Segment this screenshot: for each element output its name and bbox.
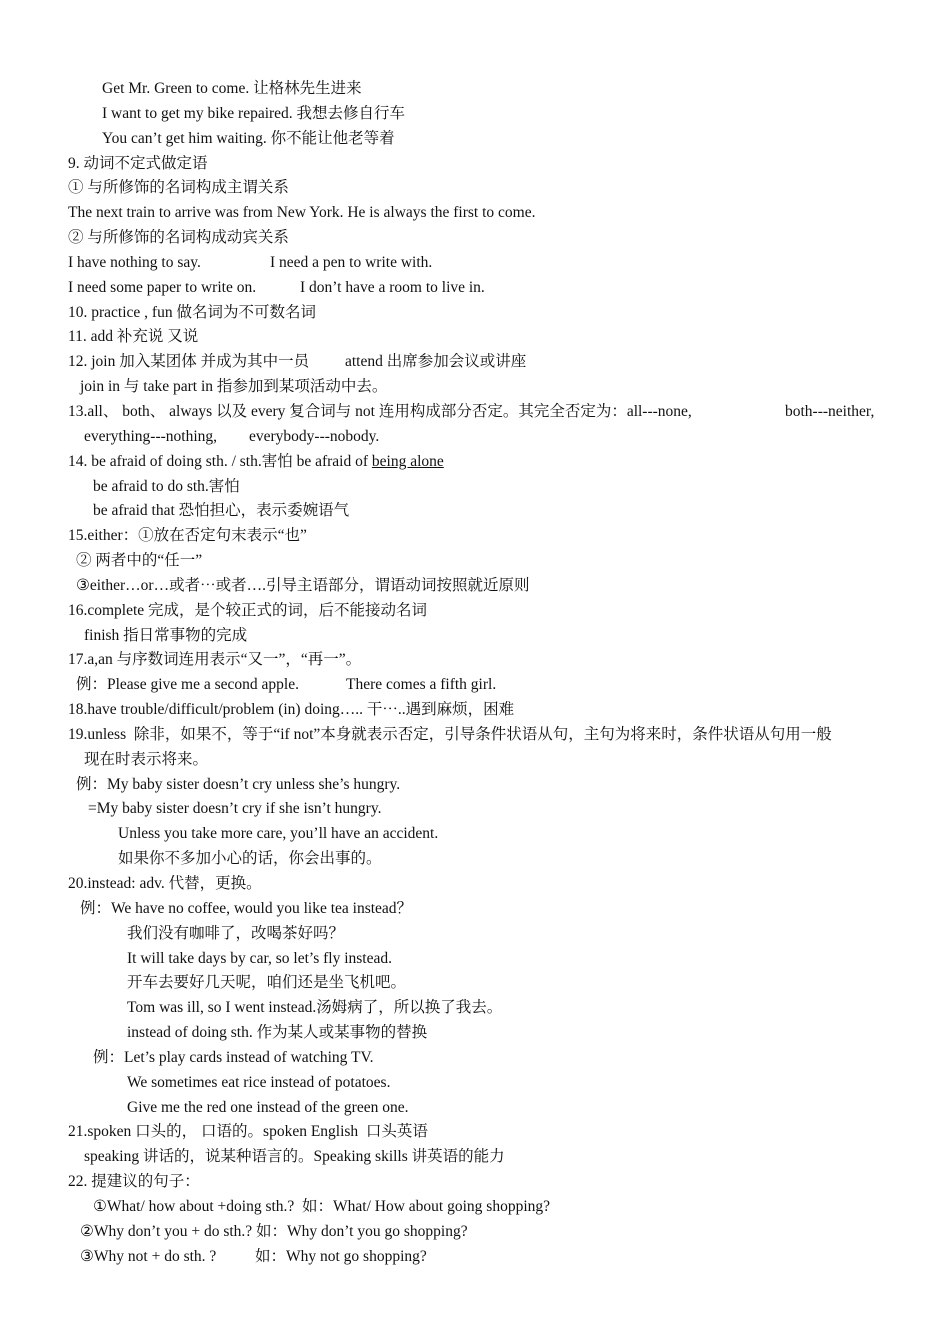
text-line (0, 648, 950, 673)
line-text: speaking 讲话的，说某种语言的。Speaking skills 讲英语的能力 (84, 1148, 505, 1166)
text-line (0, 897, 950, 922)
line-text: 例：Please give me a second apple. (76, 676, 299, 694)
line-text: ③either…or…或者⋯或者….引导主语部分，谓语动词按照就近原则 (76, 576, 530, 594)
line-text: finish 指日常事物的完成 (84, 626, 248, 644)
line-text: It will take days by car, so let’s fly instead. (127, 949, 392, 967)
text-line (0, 375, 950, 400)
line-text-second-column: I don’t have a room to live in. (300, 278, 485, 296)
line-text: Give me the red one instead of the green one. (127, 1098, 409, 1116)
line-text: ③Why not + do sth. ? (80, 1247, 217, 1265)
line-text: You can’t get him waiting. 你不能让他老等着 (102, 129, 395, 147)
text-line (0, 971, 950, 996)
text-line (0, 574, 950, 599)
text-line (0, 624, 950, 649)
line-text-second-column: both---neither, (785, 402, 875, 420)
line-text: 13.all、 both、 always 以及 every 复合词与 not 连用构成部分否定。其完全否定为：all---none, (68, 402, 692, 420)
line-text: I have nothing to say. (68, 253, 201, 271)
text-line (0, 1170, 950, 1195)
line-text: 开车去要好几天呢，咱们还是坐飞机吧。 (127, 974, 407, 992)
text-line (0, 1021, 950, 1046)
line-text: 11. add 补充说 又说 (68, 328, 199, 346)
line-text: 14. be afraid of doing sth. / sth.害怕 be afraid of being alone (68, 452, 444, 470)
text-line (0, 1120, 950, 1145)
text-line (0, 773, 950, 798)
line-text-second-column: There comes a fifth girl. (346, 676, 497, 694)
line-text: We sometimes eat rice instead of potatoes. (127, 1073, 391, 1091)
text-line (0, 524, 950, 549)
line-text: 例：We have no coffee, would you like tea instead？ (80, 899, 413, 917)
text-line (0, 450, 950, 475)
text-line (0, 226, 950, 251)
line-text: 19.unless 除非，如果不，等于“if not”本身就表示否定，引导条件状语从句，主句为将来时，条件状语从句用一般 (68, 725, 832, 743)
line-text: ② 与所修饰的名词构成动宾关系 (68, 229, 289, 247)
text-line (0, 400, 950, 425)
line-text-second-column: everybody---nobody. (249, 427, 380, 445)
text-line (0, 1145, 950, 1170)
line-text: 18.have trouble/difficult/problem (in) doing….. 干⋯..遇到麻烦，困难 (68, 701, 515, 719)
text-line (0, 1046, 950, 1071)
text-line (0, 127, 950, 152)
text-line (0, 325, 950, 350)
line-text: 如果你不多加小心的话，你会出事的。 (118, 850, 382, 868)
line-text: Get Mr. Green to come. 让格林先生进来 (102, 80, 362, 97)
text-line (0, 847, 950, 872)
line-text: everything---nothing, (84, 427, 218, 445)
text-line (0, 499, 950, 524)
text-line (0, 301, 950, 326)
text-line (0, 1071, 950, 1096)
line-text: The next train to arrive was from New York. He is always the first to come. (68, 204, 536, 222)
text-line (0, 996, 950, 1021)
line-text: ① 与所修饰的名词构成主谓关系 (68, 179, 289, 197)
text-line (0, 1245, 950, 1270)
line-text: 12. join 加入某团体 并成为其中一员 (68, 353, 310, 371)
line-text-second-column: I need a pen to write with. (270, 253, 433, 271)
line-text: instead of doing sth. 作为某人或某事物的替换 (127, 1024, 428, 1042)
line-text: =My baby sister doesn’t cry if she isn’t hungry. (88, 800, 382, 818)
line-text: ②Why don’t you + do sth.? 如：Why don’t you go shopping? (80, 1222, 468, 1240)
line-text: Tom was ill, so I went instead.汤姆病了，所以换了我去。 (127, 999, 503, 1017)
text-line (0, 922, 950, 947)
text-line (0, 872, 950, 897)
line-text: 22. 提建议的句子： (68, 1173, 200, 1191)
text-line (0, 549, 950, 574)
text-line (0, 201, 950, 226)
text-line (0, 673, 950, 698)
line-text: 我们没有咖啡了，改喝茶好吗？ (127, 924, 345, 942)
document-body (0, 77, 950, 1270)
line-text: 20.instead: adv. 代替，更换。 (68, 875, 262, 892)
text-line (0, 350, 950, 375)
text-line (0, 822, 950, 847)
line-text: be afraid that 恐怕担心，表示委婉语气 (93, 502, 350, 520)
text-line (0, 152, 950, 177)
line-text: I want to get my bike repaired. 我想去修自行车 (102, 104, 406, 122)
text-line (0, 176, 950, 201)
line-text: 16.complete 完成，是个较正式的词，后不能接动名词 (68, 601, 428, 619)
line-text: ② 两者中的“任一” (76, 552, 203, 570)
text-line (0, 251, 950, 276)
text-line (0, 723, 950, 748)
line-text: 17.a,an 与序数词连用表示“又一”，“再一”。 (68, 651, 362, 669)
line-text: 例：Let’s play cards instead of watching TV. (93, 1048, 374, 1066)
text-line (0, 947, 950, 972)
line-text-second-column: 如：Why not go shopping? (255, 1247, 427, 1265)
text-line (0, 797, 950, 822)
line-text: Unless you take more care, you’ll have an accident. (118, 825, 439, 843)
line-text: 15.either：①放在否定句末表示“也” (68, 527, 307, 545)
text-line (0, 276, 950, 301)
text-line (0, 475, 950, 500)
text-line (0, 425, 950, 450)
line-text-second-column: attend 出席参加会议或讲座 (345, 353, 527, 371)
text-line (0, 698, 950, 723)
line-text: join in 与 take part in 指参加到某项活动中去。 (80, 378, 388, 396)
line-text: I need some paper to write on. (68, 278, 257, 296)
text-line (0, 1220, 950, 1245)
text-line (0, 77, 950, 102)
line-text: 例：My baby sister doesn’t cry unless she’s hungry. (76, 775, 401, 793)
line-text: ①What/ how about +doing sth.? 如：What/ How about going shopping? (93, 1197, 551, 1215)
line-text: be afraid to do sth.害怕 (93, 477, 240, 495)
line-text: 9. 动词不定式做定语 (68, 154, 208, 172)
underlined-phrase: being alone (371, 452, 444, 470)
text-line (0, 1096, 950, 1121)
text-line (0, 599, 950, 624)
line-text: 现在时表示将来。 (84, 750, 209, 768)
text-line (0, 748, 950, 773)
line-text: 10. practice , fun 做名词为不可数名词 (68, 303, 316, 321)
text-line (0, 1195, 950, 1220)
line-text: 21.spoken 口头的， 口语的。spoken English 口头英语 (68, 1123, 428, 1141)
text-line (0, 102, 950, 127)
